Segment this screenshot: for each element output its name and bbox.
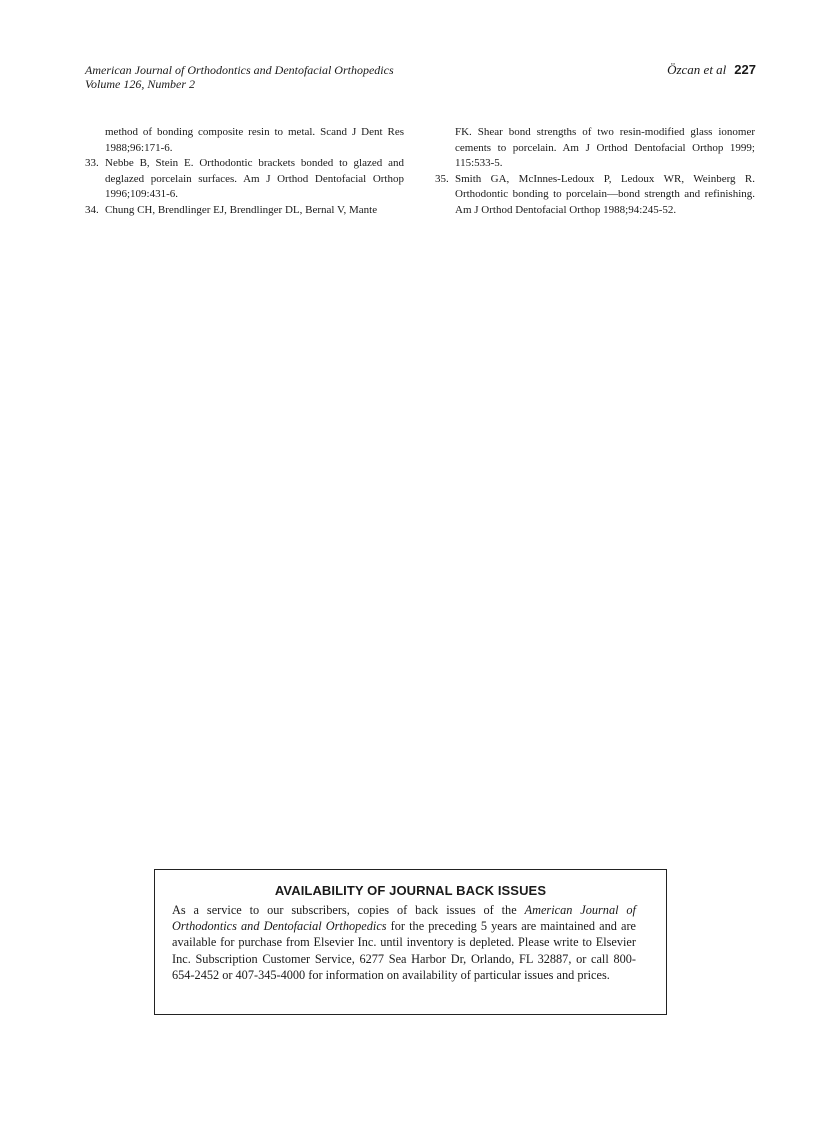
reference-text: method of bonding composite resin to metal. Scand J Dent Res 1988;96:171-6. (105, 126, 404, 154)
notice-title: AVAILABILITY OF JOURNAL BACK ISSUES (274, 883, 547, 898)
running-header (85, 63, 394, 91)
page-header-right (667, 62, 756, 77)
reference-text: Chung CH, Brendlinger EJ, Brendlinger DL, Bernal V, Mante (105, 203, 378, 216)
notice-text: for the preceding 5 years are maintained and are available for purchase from Elsevier Inc. until inventory is depleted. Please write to Elsevier Inc. Subscription Customer Service, 6277 Sea Harbor Dr, Orlando, FL 32887, or call 800-654-2452 or 407-345-4000 for information on availability of particular issues and prices. (172, 919, 636, 982)
reference-number: 34. (85, 203, 99, 216)
journal-volume: Volume 126, Number 2 (85, 77, 195, 91)
notice-body (172, 902, 636, 983)
journal-title: American Journal of Orthodontics and Dentofacial Orthopedics (85, 63, 394, 77)
reference-number: 35. (435, 172, 449, 185)
reference-text: Nebbe B, Stein E. Orthodontic brackets bonded to glazed and deglazed porcelain surfaces. Am J Orthod Dentofacial Orthop 1996;109:431-6. (105, 157, 404, 200)
page-number: 227 (734, 62, 756, 77)
reference-continuation (435, 125, 755, 172)
reference-item (85, 156, 404, 203)
reference-item (85, 203, 404, 219)
notice-journal-name: American Journal of Orthodontics and Dentofacial Orthopedics (172, 903, 636, 934)
reference-text: Smith GA, McInnes-Ledoux P, Ledoux WR, Weinberg R. Orthodontic bonding to porcelain—bond strength and refinishing. Am J Orthod Dentofacial Orthop 1988;94:245-52. (455, 172, 755, 216)
references-column-right (435, 125, 755, 218)
reference-text: FK. Shear bond strengths of two resin-modified glass ionomer cements to porcelain. Am J Orthod Dentofacial Orthop 1999; 115:533-5. (455, 126, 755, 169)
reference-item (435, 172, 755, 219)
references-column-left (85, 125, 404, 218)
reference-number: 33. (85, 157, 99, 169)
back-issues-notice-box (154, 869, 667, 1015)
author-running-head: Özcan et al (667, 62, 727, 77)
reference-continuation (85, 125, 404, 156)
notice-text: As a service to our subscribers, copies of back issues of the (172, 903, 525, 917)
